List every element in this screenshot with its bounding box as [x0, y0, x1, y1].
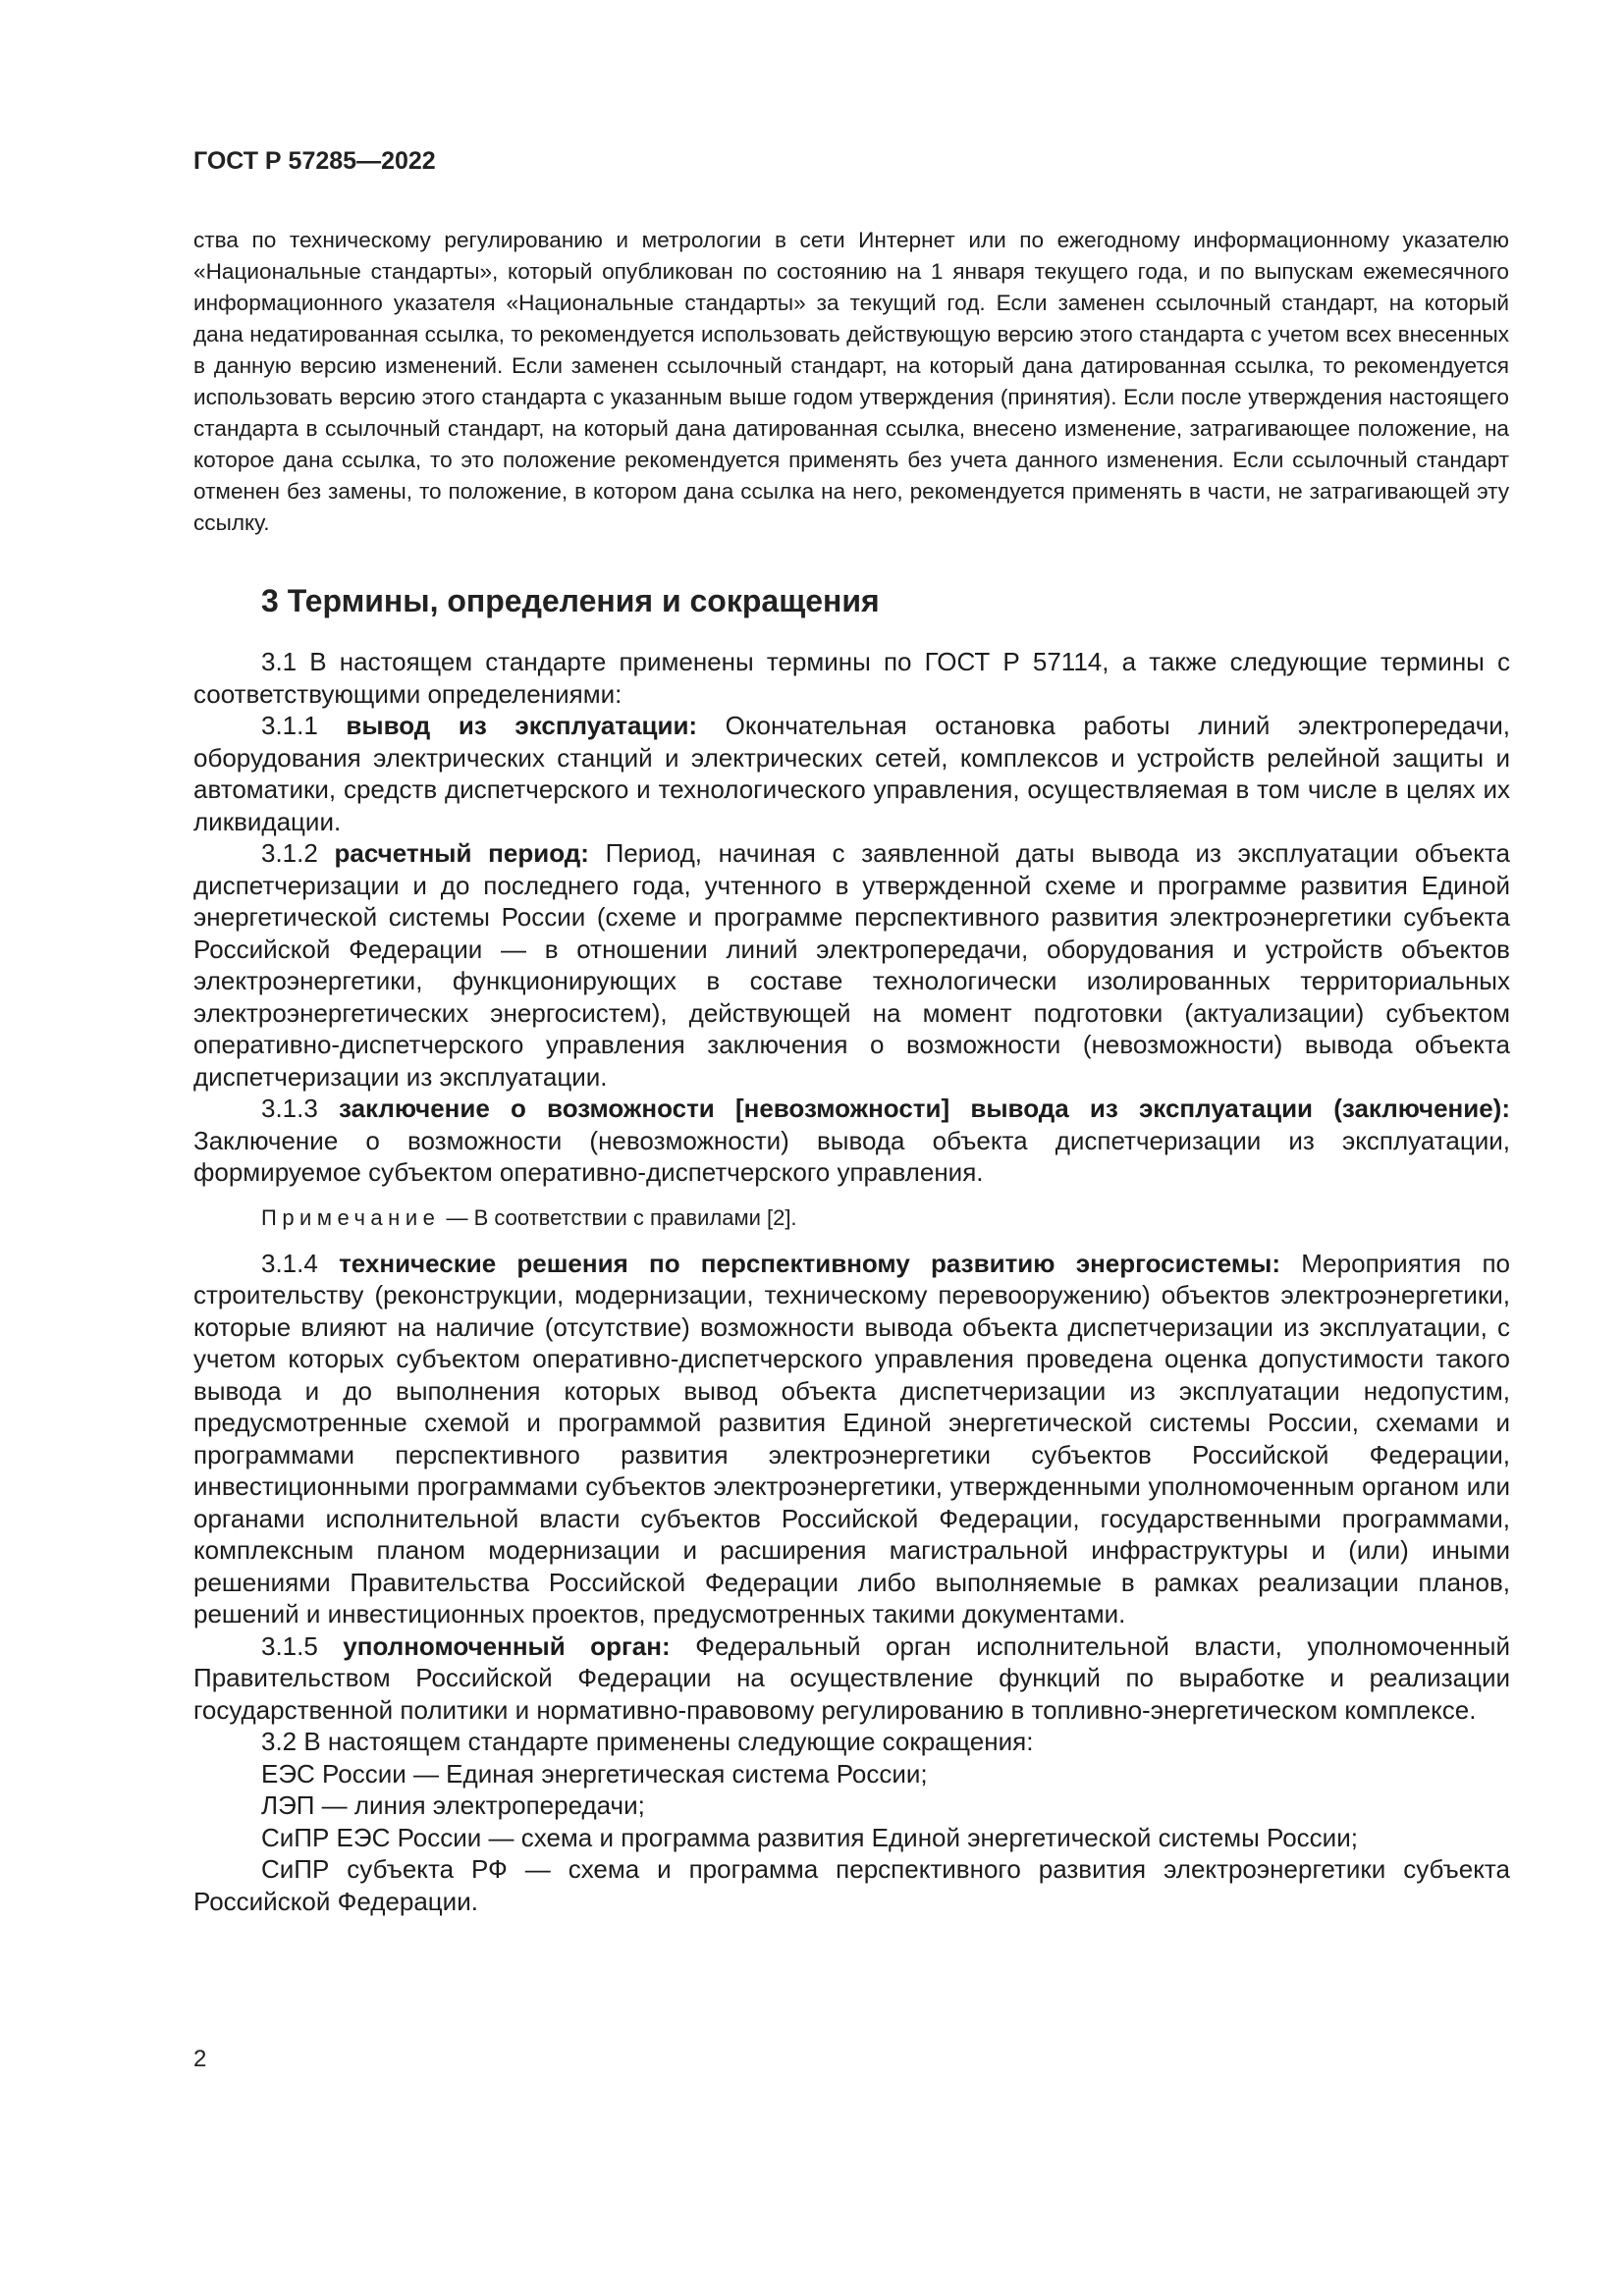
term-name: вывод из эксплуатации: [346, 711, 698, 740]
term-definition: Окончательная остановка работы линий электропередачи, оборудования электрических станций и электрических сетей, комплексов и устройств релейной защиты и автоматики, средств диспетчерского и технологического управления, осуществляемая в том числе в целях их ликвидации. [193, 711, 1510, 836]
note [193, 1202, 1510, 1234]
abbreviation-item: ЛЭП — линия электропередачи; [261, 1790, 645, 1820]
standard-code-header: ГОСТ Р 57285—2022 [193, 147, 436, 175]
term-name: уполномоченный орган: [343, 1630, 671, 1661]
term-3-1-5 [193, 1630, 1510, 1727]
note-label: Примечание [261, 1204, 441, 1230]
term-definition: Заключение о возможности (невозможности) вывода объекта диспетчеризации из эксплуатации, формируемое субъектом оперативно-диспетчерского управления. [193, 1125, 1510, 1187]
term-name: технические решения по перспективному развитию энергосистемы: [339, 1248, 1280, 1278]
abbreviation-item: СиПР ЕЭС России — схема и программа развития Единой энергетической системы России; [261, 1822, 1358, 1852]
term-number: 3.1.3 [261, 1094, 340, 1123]
term-definition: Период, начиная с заявленной даты вывода из эксплуатации объекта диспетчеризации и до последнего года, учтенного в утвержденной схеме и программе развития Единой энергетической системы России (схеме и программе перспективного развития электроэнергетики субъекта Российской Федерации — в отношении линий электропередачи, оборудования и устройств объектов электроэнергетики, функционирующих в составе технологически изолированных территориальных электроэнергетических энергосистем), действующей на момент подготовки (актуализации) субъектом оперативно-диспетчерского управления заключения о возможности (невозможности) вывода объекта диспетчеризации из эксплуатации. [193, 838, 1510, 1092]
abbreviation-item: ЕЭС России — Единая энергетическая система России; [261, 1758, 928, 1789]
term-3-1-4 [193, 1248, 1510, 1630]
section-title: 3 Термины, определения и сокращения [261, 583, 880, 618]
term-3-1-2 [193, 837, 1510, 1093]
term-number: 3.1.2 [261, 838, 335, 868]
term-name: расчетный период: [334, 838, 589, 868]
term-3-1-3 [193, 1093, 1510, 1189]
section-body [193, 646, 1510, 1917]
paragraph-3-1: 3.1 В настоящем стандарте применены термины по ГОСТ Р 57114, а также следующие термины с соответствующими определениями: [193, 647, 1510, 709]
term-number: 3.1.4 [261, 1248, 340, 1278]
term-number: 3.1.1 [261, 711, 347, 740]
term-name: заключение о возможности [невозможности] вывода из эксплуатации (заключение): [339, 1094, 1510, 1123]
term-number: 3.1.5 [261, 1630, 344, 1661]
page-number: 2 [193, 2046, 207, 2072]
note-text: — В соответствии с правилами [2]. [440, 1204, 797, 1230]
term-definition: Мероприятия по строительству (реконструкции, модернизации, техническому перевооружению) объектов электроэнергетики, которые влияют на наличие (отсутствие) возможности вывода объекта диспетчеризации из эксплуатации, с учетом которых субъектом оперативно-диспетчерского управления проведена оценка допустимости такого вывода и до выполнения которых вывод объекта диспетчеризации из эксплуатации недопустим, предусмотренные схемой и программой развития Единой энергетической системы России, схемами и программами перспективного развития электроэнергетики субъектов Российской Федерации, инвестиционными программами субъектов электроэнергетики, утвержденными уполномоченным органом или органами исполнительной власти субъектов Российской Федерации, государственными программами, комплексным планом модернизации и расширения магистральной инфраструктуры и (или) иными решениями Правительства Российской Федерации либо выполняемые в рамках реализации планов, решений и инвестиционных проектов, предусмотренных такими документами. [193, 1248, 1510, 1629]
term-definition: Федеральный орган исполнительной власти, уполномоченный Правительством Российской Федерации на осуществление функций по выработке и реализации государственной политики и нормативно-правовому регулированию в топливно-энергетическом комплексе. [193, 1630, 1511, 1725]
paragraph-3-2: 3.2 В настоящем стандарте применены следующие сокращения: [261, 1727, 1034, 1756]
intro-paragraph: ства по техническому регулированию и метрологии в сети Интернет или по ежегодному информационному указателю «Национальные стандарты», который опубликован по состоянию на 1 января текущего года, и по выпускам ежемесячного информационного указателя «Национальные стандарты» за текущий год. Если заменен ссылочный стандарт, на который дана недатированная ссылка, то рекомендуется использовать действующую версию этого стандарта с учетом всех внесенных в данную версию изменений. Если заменен ссылочный стандарт, на который дана датированная ссылка, то рекомендуется использовать версию этого стандарта с указанным выше годом утверждения (принятия). Если после утверждения настоящего стандарта в ссылочный стандарт, на который дана датированная ссылка, внесено изменение, затрагивающее положение, на которое дана ссылка, то это положение рекомендуется применять без учета данного изменения. Если ссылочный стандарт отменен без замены, то положение, в котором дана ссылка на него, рекомендуется применять в части, не затрагивающей эту ссылку. [193, 228, 1509, 535]
term-3-1-1 [193, 710, 1510, 837]
abbreviation-item: СиПР субъекта РФ — схема и программа перспективного развития электроэнергетики субъекта Российской Федерации. [193, 1854, 1510, 1916]
